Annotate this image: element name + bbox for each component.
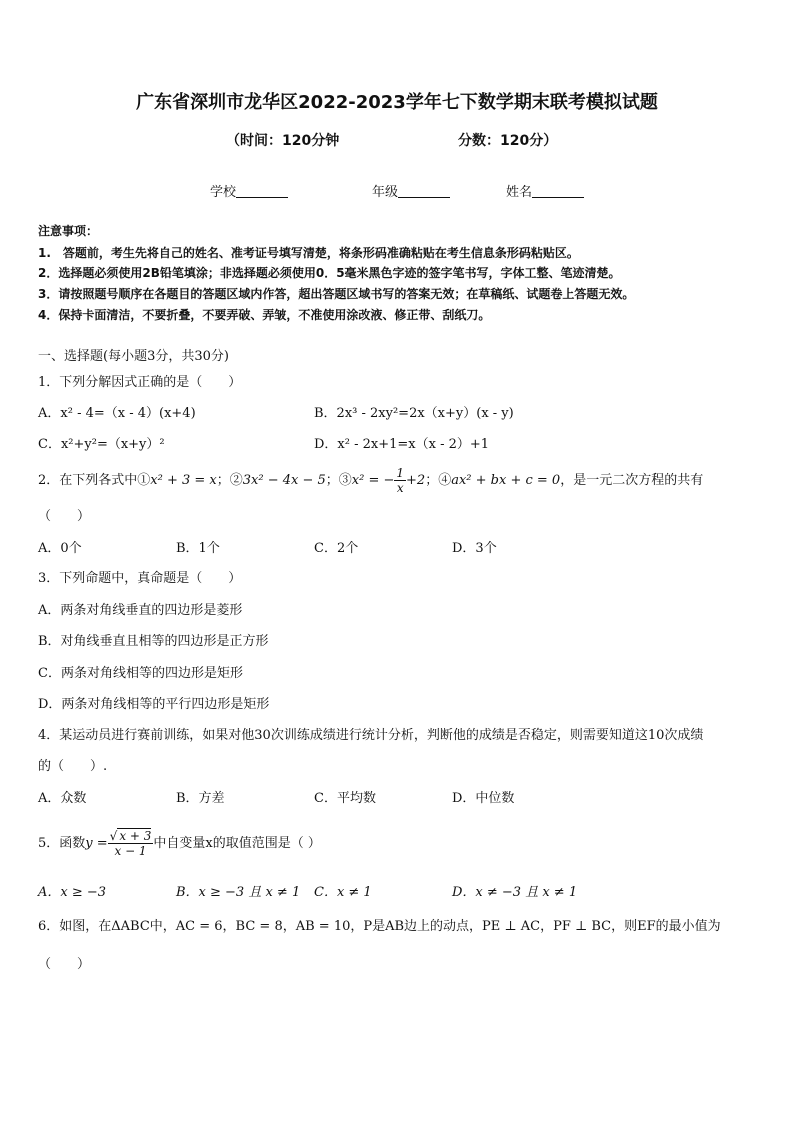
q5-option-c: C．x ≠ 1 bbox=[314, 885, 372, 900]
notice-item-4: 4．保持卡面清洁，不要折叠，不要弄破、弄皱，不准使用涂改液、修正带、刮纸刀。 bbox=[38, 308, 491, 322]
q2-frac-den: x bbox=[396, 481, 404, 495]
q4-option-d: D．中位数 bbox=[452, 791, 515, 806]
q2-fraction bbox=[394, 466, 406, 495]
grade-label: 年级 bbox=[372, 185, 399, 200]
q2-expr-4: ax² + bx + c = 0 bbox=[451, 473, 561, 488]
q2-expr-3a: x² = − bbox=[351, 473, 395, 488]
q3-option-b: B．对角线垂直且相等的四边形是正方形 bbox=[38, 634, 269, 649]
q4-option-c: C．平均数 bbox=[314, 791, 376, 806]
q1-option-b: B．2x³ - 2xy²=2x（x+y）(x - y) bbox=[314, 406, 514, 421]
exam-score: 分数：120分） bbox=[458, 133, 558, 149]
notice-item-3: 3．请按照题号顺序在各题目的答题区域内作答，超出答题区域书写的答案无效；在草稿纸、试题卷上答题无效。 bbox=[38, 287, 635, 301]
q1-option-a: A．x² - 4=（x - 4）(x+4) bbox=[38, 406, 196, 421]
q6-stem: 6．如图，在ΔABC中，AC = 6，BC = 8，AB = 10，P是AB边上的动点，PE ⊥ AC，PF ⊥ BC，则EF的最小值为 bbox=[38, 919, 721, 934]
q4-option-a: A．众数 bbox=[38, 791, 87, 806]
q5-frac-den: x − 1 bbox=[114, 844, 147, 858]
notice-item-1: 1. 答题前，考生先将自己的姓名、准考证号填写清楚，将条形码准确粘贴在考生信息条形码粘贴区。 bbox=[38, 246, 579, 260]
q2-sep-2: ；③ bbox=[325, 473, 352, 488]
school-field bbox=[210, 181, 288, 200]
notice-heading: 注意事项： bbox=[38, 224, 99, 238]
q3-option-a: A．两条对角线垂直的四边形是菱形 bbox=[38, 603, 243, 618]
q3-option-c: C．两条对角线相等的四边形是矩形 bbox=[38, 666, 243, 681]
q5-option-b: B．x ≥ −3 且 x ≠ 1 bbox=[176, 885, 301, 900]
q1-stem: 1．下列分解因式正确的是（ ） bbox=[38, 375, 242, 390]
q5-prefix: 5．函数 bbox=[38, 836, 86, 851]
q2-expr-3b: +2 bbox=[406, 473, 426, 488]
q2-prefix: 2．在下列各式中① bbox=[38, 473, 151, 488]
q2-frac-num: 1 bbox=[396, 466, 405, 480]
q3-option-d: D．两条对角线相等的平行四边形是矩形 bbox=[38, 697, 270, 712]
q2-expr-2: 3x² − 4x − 5 bbox=[242, 473, 326, 488]
q5-option-d: D．x ≠ −3 且 x ≠ 1 bbox=[452, 885, 578, 900]
q2-option-d: D．3个 bbox=[452, 541, 497, 556]
q1-option-d: D．x² - 2x+1=x（x - 2）+1 bbox=[314, 437, 490, 452]
q2-paren: （ ） bbox=[38, 509, 91, 524]
school-blank bbox=[236, 197, 288, 198]
q2-suffix: ，是一元二次方程的共有 bbox=[560, 473, 704, 488]
name-label: 姓名 bbox=[506, 185, 533, 200]
grade-field bbox=[372, 181, 450, 200]
q2-stem bbox=[38, 466, 703, 496]
q3-stem: 3．下列命题中，真命题是（ ） bbox=[38, 571, 242, 586]
school-label: 学校 bbox=[210, 185, 237, 200]
exam-time: （时间：120分钟 bbox=[226, 133, 340, 149]
q5-sqrt-body: x + 3 bbox=[119, 829, 152, 843]
q2-option-a: A．0个 bbox=[38, 541, 82, 556]
q4-stem-line-2: 的（ ）. bbox=[38, 759, 108, 774]
q5-y-eq: y = bbox=[85, 836, 108, 851]
grade-blank bbox=[398, 197, 450, 198]
q2-sep-1: ；② bbox=[216, 473, 243, 488]
q2-option-b: B．1个 bbox=[176, 541, 220, 556]
exam-title: 广东省深圳市龙华区2022-2023学年七下数学期末联考模拟试题 bbox=[136, 92, 658, 113]
q5-stem bbox=[38, 826, 321, 862]
q5-fraction bbox=[108, 829, 154, 858]
q2-sep-3: ；④ bbox=[425, 473, 452, 488]
q2-option-c: C．2个 bbox=[314, 541, 359, 556]
notice-item-2: 2．选择题必须使用2B铅笔填涂；非选择题必须使用0．5毫米黑色字迹的签字笔书写，字体工整、笔迹清楚。 bbox=[38, 266, 621, 280]
section-heading: 一、选择题(每小题3分，共30分) bbox=[38, 349, 229, 364]
name-blank bbox=[532, 197, 584, 198]
q4-option-b: B．方差 bbox=[176, 791, 225, 806]
q5-suffix: 中自变量x的取值范围是（ ） bbox=[153, 836, 321, 851]
q2-expr-1: x² + 3 = x bbox=[150, 473, 217, 488]
q1-option-c: C．x²+y²=（x+y）² bbox=[38, 437, 165, 452]
q5-option-a: A．x ≥ −3 bbox=[38, 885, 107, 900]
name-field bbox=[506, 181, 584, 200]
q4-stem-line-1: 4．某运动员进行赛前训练，如果对他30次训练成绩进行统计分析，判断他的成绩是否稳定，则需要知道这10次成绩 bbox=[38, 728, 704, 743]
q6-paren: （ ） bbox=[38, 957, 91, 972]
q5-frac-num: √ x + 3 bbox=[109, 829, 152, 843]
